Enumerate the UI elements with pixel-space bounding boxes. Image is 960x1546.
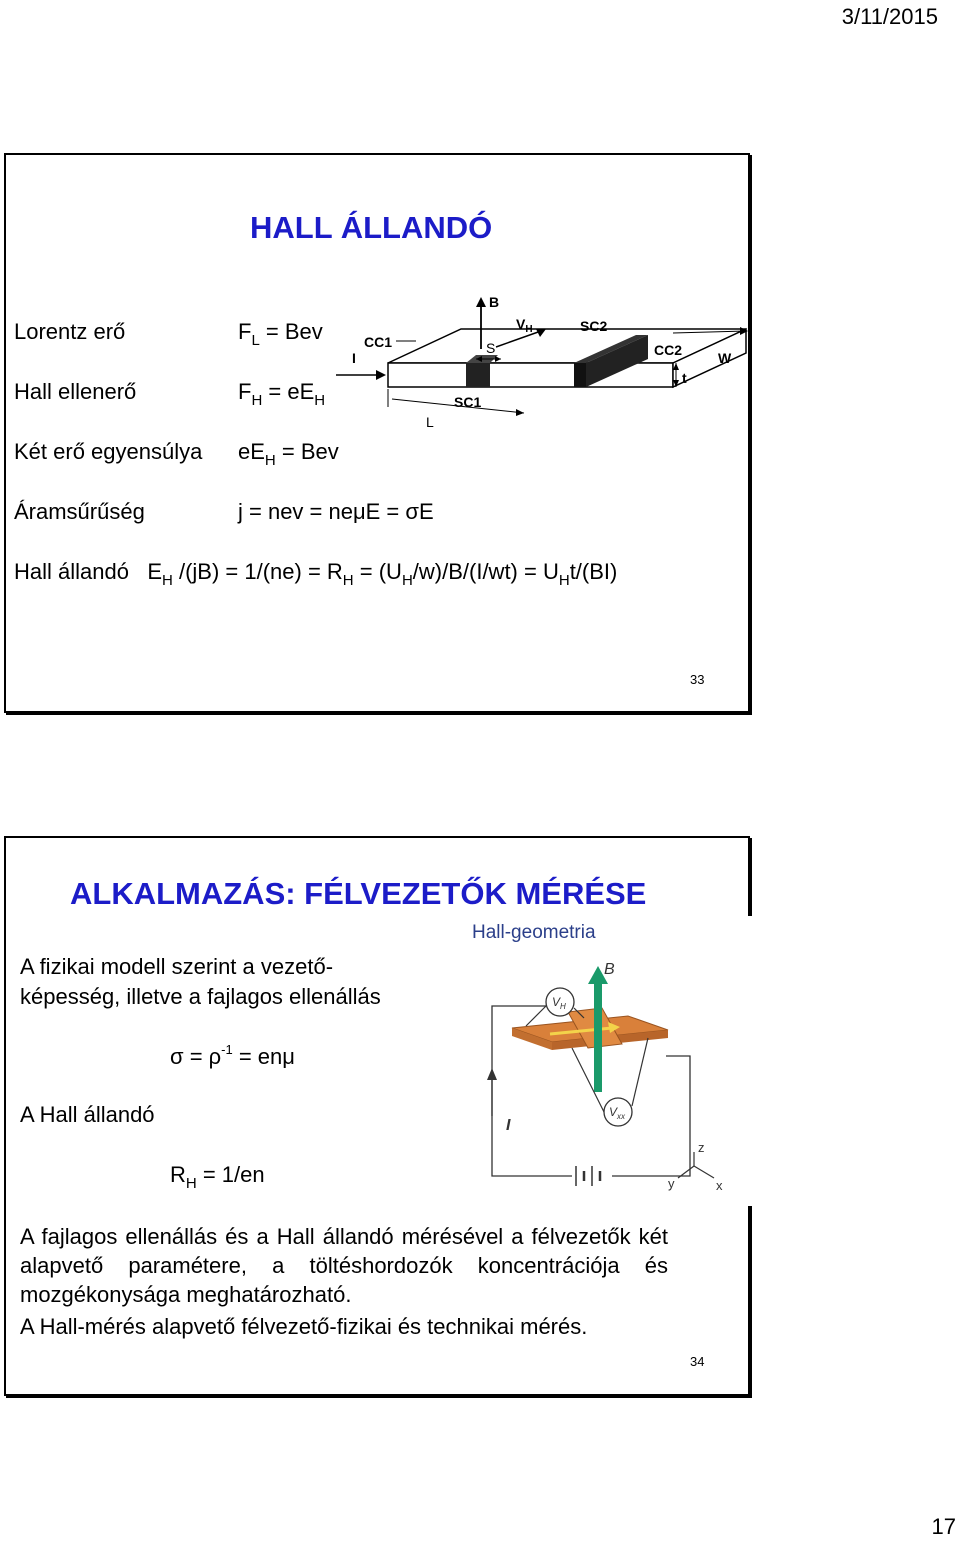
intro-line-2: képesség, illetve a fajlagos ellenállás (20, 984, 381, 1009)
body-paragraph: A fajlagos ellenállás és a Hall állandó mérésével a félvezetők két alapvető paramétere, a töltéshordozók koncentrációja és mozgékonysága meghatározható. (20, 1224, 668, 1307)
formula-lorentz: $F_L$ = Bev (238, 319, 323, 349)
figure-caption: Hall-geometria (472, 922, 596, 943)
figure-label-z: z (698, 1140, 705, 1155)
formula-hall-constant: Hall állandó $E_H$ $/(jB) = 1/(ne) = R_H = (U_H/w)/B/(I/wt) = U_Ht/(BI)$ (14, 559, 618, 589)
figure-label-y: y (668, 1176, 675, 1191)
hall-constant-label: A Hall állandó (20, 1102, 155, 1127)
slide-title: HALL ÁLLANDÓ (250, 210, 493, 245)
body-last-line: A Hall-mérés alapvető félvezető-fizikai és technikai mérés. (20, 1314, 588, 1339)
diagram-label-l: L (426, 414, 434, 430)
diagram-label-s: S (486, 340, 496, 356)
slide-page-number: 34 (690, 1354, 705, 1369)
diagram-label-t: t (682, 370, 687, 386)
diagram-label-w: W (718, 350, 732, 366)
slide-34 (4, 836, 750, 1396)
diagram-label-cc2: CC2 (654, 342, 683, 358)
diagram-label-vh: $V_H$ (516, 316, 533, 335)
label-hall-ellenero: Hall ellenerő (14, 379, 137, 404)
intro-line-1: A fizikai modell szerint a vezető- (20, 954, 334, 979)
diagram-label-i: I (352, 350, 356, 366)
date-header: 3/11/2015 (841, 4, 938, 29)
figure-label-vh: $V_H$ (552, 995, 566, 1011)
figure-label-x: x (716, 1178, 723, 1193)
formula-current-density: j = nev = neμE = σE (238, 499, 434, 524)
diagram-label-cc1: CC1 (364, 334, 393, 350)
hall-geometry-figure (452, 916, 752, 1206)
slide-title: ALKALMAZÁS: FÉLVEZETŐK MÉRÉSE (70, 876, 647, 911)
diagram-label-sc1: SC1 (454, 394, 482, 410)
slide-page-number: 33 (690, 672, 705, 687)
page-number: 17 (931, 1514, 956, 1539)
figure-label-b: B (604, 961, 615, 978)
label-lorentz: Lorentz erő (14, 319, 126, 344)
label-egyensuly: Két erő egyensúlya (14, 439, 203, 464)
figure-label-i: I (506, 1117, 511, 1134)
diagram-label-b: B (489, 294, 500, 310)
slide-33 (4, 153, 750, 713)
formula-equilibrium: $eE_H$ = Bev (238, 439, 339, 469)
hall-bar-diagram (336, 295, 756, 445)
formula-hall-force: $F_H = eE_H$ (238, 379, 326, 409)
formula-rh: $R_H = 1/en$ (170, 1162, 265, 1192)
formula-sigma: $\sigma = \rho^{-1} = en\mu$ (170, 1042, 295, 1069)
label-aramsuruseg: Áramsűrűség (14, 499, 145, 524)
diagram-label-sc2: SC2 (580, 318, 608, 334)
figure-label-vxx: $V_{xx}$ (609, 1105, 626, 1121)
